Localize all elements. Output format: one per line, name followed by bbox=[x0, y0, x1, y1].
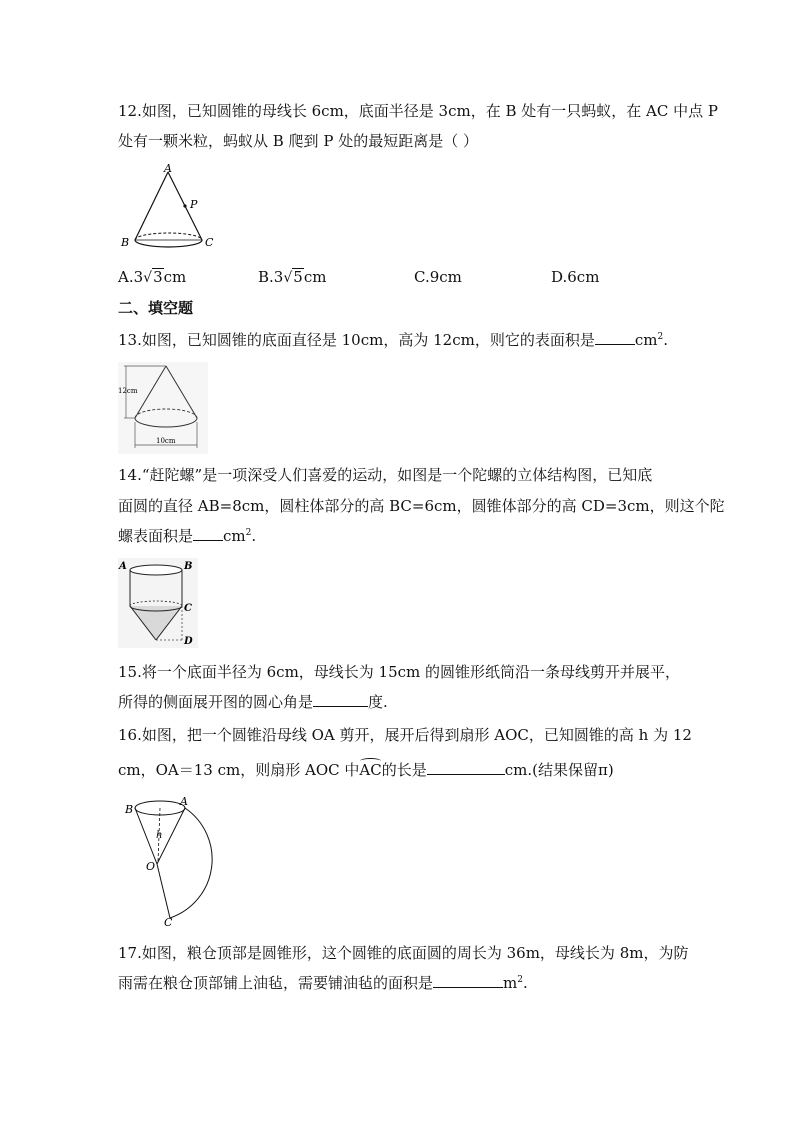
q13-cone-figure bbox=[118, 362, 208, 454]
q16-arc-label: AC bbox=[359, 761, 382, 779]
q13-diameter-label: 10cm bbox=[156, 437, 176, 445]
q14-label-a: A bbox=[119, 561, 127, 572]
q12-cone-figure bbox=[118, 160, 228, 255]
q12-line-2: 处有一颗米粒，蚂蚁从 B 爬到 P 处的最短距离是（ ） bbox=[118, 132, 478, 150]
q16-label-c: C bbox=[164, 916, 173, 929]
q13-text: 13.如图，已知圆锥的底面直径是 10cm，高为 12cm，则它的表面积是 $cm^2$. bbox=[118, 331, 668, 349]
q12-option-d: D.6cm bbox=[551, 268, 600, 286]
q14-label-b: B bbox=[184, 561, 193, 572]
q16-label-o: O bbox=[146, 860, 156, 873]
q12-line-1: 12.如图，已知圆锥的母线长 6cm，底面半径是 3cm，在 B 处有一只蚂蚁，在 AC 中点 P bbox=[118, 102, 718, 120]
q12-label-b: B bbox=[121, 236, 130, 249]
q12-label-p: P bbox=[190, 198, 198, 211]
q16-line-2: cm，OA＝13 cm，则扇形 AOC 中AC的长是 cm.(结果保留π) bbox=[118, 761, 614, 779]
q17-line-2: 雨需在粮仓顶部铺上油毡，需要铺油毡的面积是 $m^2$. bbox=[118, 974, 528, 992]
q14-line-3: 螺表面积是 $cm^2$. bbox=[118, 527, 257, 545]
q14-line-1: 14.“赶陀螺”是一项深受人们喜爱的运动，如图是一个陀螺的立体结构图，已知底 bbox=[118, 466, 653, 484]
q14-line-2: 面圆的直径 AB=8cm，圆柱体部分的高 BC=6cm，圆锥体部分的高 CD=3cm，则这个陀 bbox=[118, 497, 725, 515]
q12-label-c: C bbox=[205, 236, 214, 249]
q13-height-label: 12cm bbox=[118, 387, 138, 395]
q12-option-b: B.3√5cm bbox=[258, 268, 327, 286]
q16-answer-blank bbox=[427, 760, 505, 775]
q15-line-2: 所得的侧面展开图的圆心角是 度. bbox=[118, 693, 388, 711]
q12-label-a: A bbox=[164, 162, 172, 175]
q16-label-a: A bbox=[180, 795, 188, 808]
q12-option-c: C.9cm bbox=[414, 268, 462, 286]
q15-line-1: 15.将一个底面半径为 6cm，母线长为 15cm 的圆锥形纸筒沿一条母线剪开并展平， bbox=[118, 663, 681, 681]
q14-answer-blank bbox=[193, 526, 223, 541]
q16-sector-figure bbox=[118, 796, 228, 928]
q14-top-figure bbox=[118, 558, 198, 648]
q16-line-1: 16.如图，把一个圆锥沿母线 OA 剪开，展开后得到扇形 AOC，已知圆锥的高 h 为 12 bbox=[118, 726, 692, 744]
q12-option-a: A.3√3cm bbox=[118, 268, 187, 286]
section-title: 二、填空题 bbox=[118, 299, 194, 317]
q15-answer-blank bbox=[313, 692, 368, 707]
q14-label-c: C bbox=[184, 603, 192, 614]
q17-answer-blank bbox=[433, 973, 503, 988]
q16-label-h: h bbox=[156, 830, 163, 841]
q14-label-d: D bbox=[184, 636, 193, 647]
q17-line-1: 17.如图，粮仓顶部是圆锥形，这个圆锥的底面圆的周长为 36m，母线长为 8m，为防 bbox=[118, 944, 689, 962]
q16-label-b: B bbox=[125, 803, 134, 816]
q13-answer-blank bbox=[595, 330, 635, 345]
